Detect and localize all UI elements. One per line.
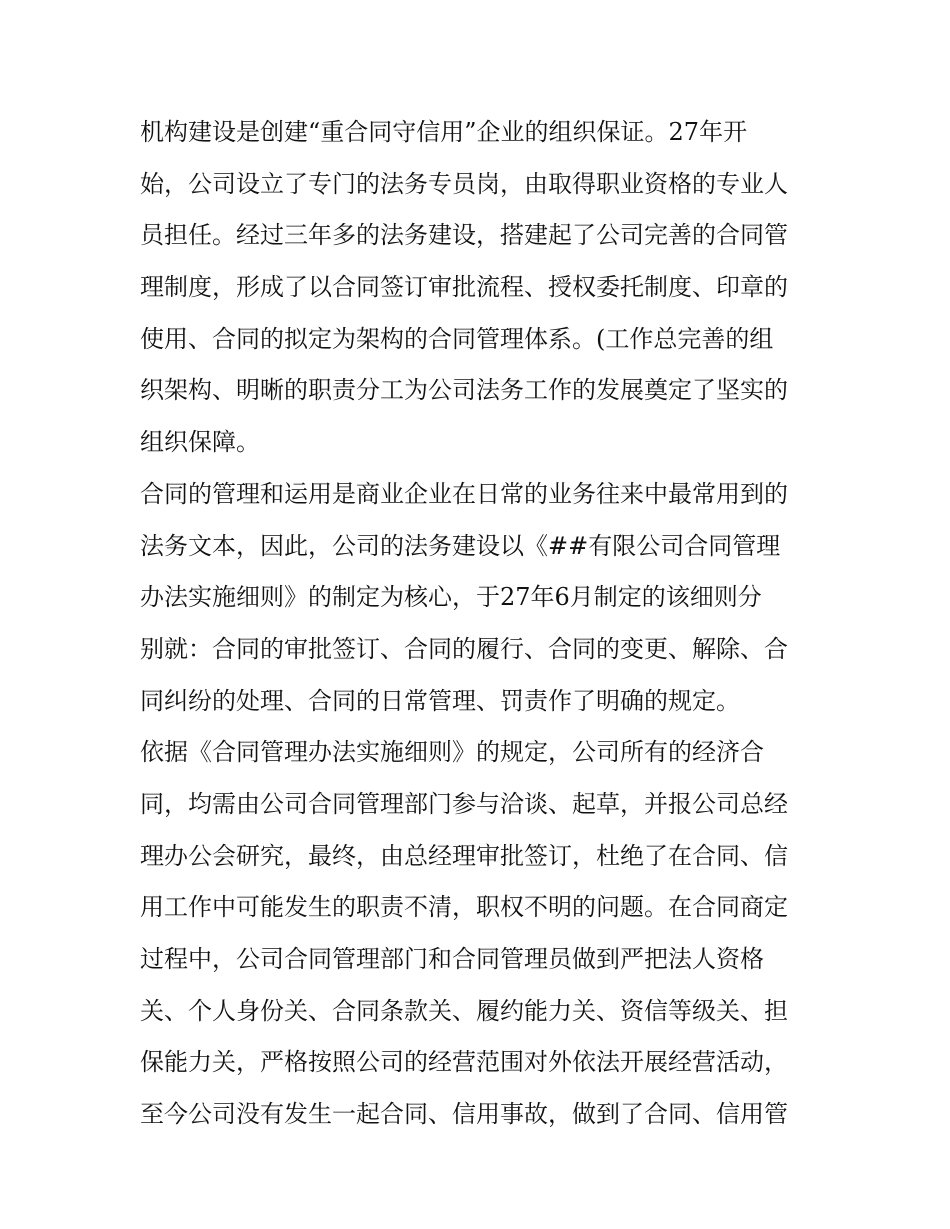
text-line: 理制度，形成了以合同签订审批流程、授权委托制度、印章的 — [140, 273, 788, 302]
text-line: 始，公司设立了专门的法务专员岗，由取得职业资格的专业人 — [140, 169, 788, 198]
text-line: 同纠纷的处理、合同的日常管理、罚责作了明确的规定。 — [140, 686, 740, 715]
text-line: 员担任。经过三年多的法务建设，搭建起了公司完善的合同管 — [140, 221, 788, 250]
text-line: 用工作中可能发生的职责不清，职权不明的问题。在合同商定 — [140, 893, 788, 922]
document-body — [140, 107, 812, 1141]
text-line: 机构建设是创建“重合同守信用”企业的组织保证。27年开 — [140, 118, 748, 146]
text-line: 过程中，公司合同管理部门和合同管理员做到严把法人资格 — [140, 945, 764, 973]
text-line: 使用、合同的拟定为架构的合同管理体系。(工作总完善的组 — [140, 324, 774, 353]
text-line: 合同的管理和运用是商业企业在日常的业务往来中最常用到的 — [140, 479, 788, 508]
text-line: 依据《合同管理办法实施细则》的规定，公司所有的经济合 — [140, 738, 764, 767]
text-line: 织架构、明晰的职责分工为公司法务工作的发展奠定了坚实的 — [140, 376, 788, 405]
text-line: 理办公会研究，最终，由总经理审批签订，杜绝了在合同、信 — [140, 841, 788, 870]
text-line: 办法实施细则》的制定为核心，于27年6月制定的该细则分 — [140, 583, 762, 612]
text-line: 保能力关，严格按照公司的经营范围对外依法开展经营活动， — [140, 1048, 788, 1077]
text-line: 别就：合同的审批签订、合同的履行、合同的变更、解除、合 — [140, 634, 788, 663]
text-line: 组织保障。 — [140, 428, 260, 457]
text-line: 关、个人身份关、合同条款关、履约能力关、资信等级关、担 — [140, 996, 788, 1025]
text-line: 至今公司没有发生一起合同、信用事故，做到了合同、信用管 — [140, 1100, 788, 1129]
text-line: 法务文本，因此，公司的法务建设以《##有限公司合同管理 — [140, 531, 781, 560]
text-line: 同，均需由公司合同管理部门参与洽谈、起草，并报公司总经 — [140, 789, 788, 818]
